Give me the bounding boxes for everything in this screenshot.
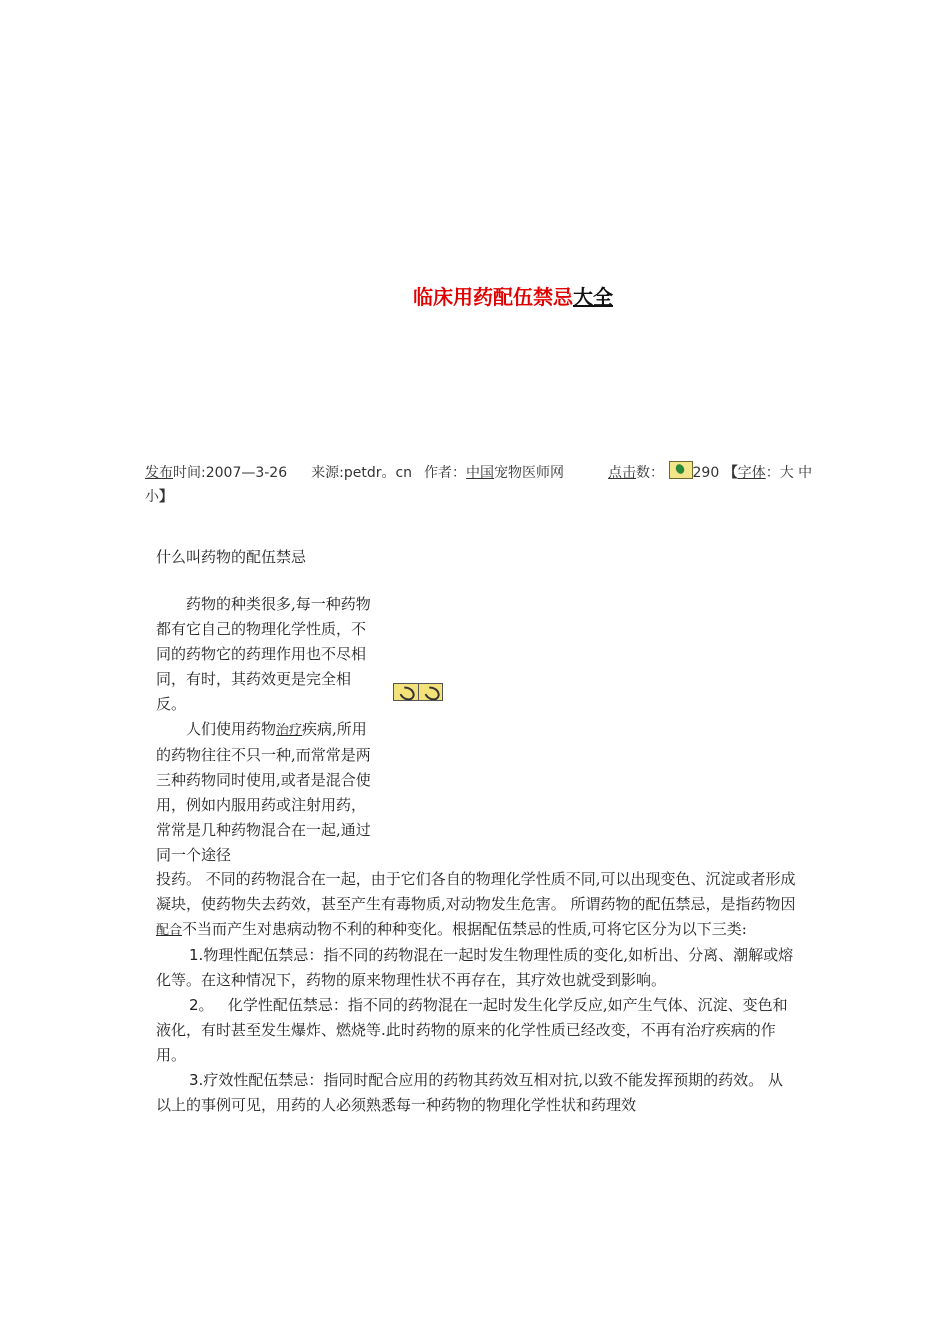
paragraph-1: 药物的种类很多,每一种药物都有它自己的物理化学性质，不同的药物它的药理作用也不尽相同，有时，其药效更是完全相反。 [156, 595, 371, 713]
font-size-link[interactable]: 字体 [737, 465, 766, 481]
publish-link[interactable]: 发布 [145, 465, 173, 481]
main-text [156, 867, 796, 1118]
section-question: 什么叫药物的配伍禁忌 [156, 548, 307, 566]
treatment-link[interactable]: 治疗 [276, 723, 303, 738]
source-label: 来源: [311, 465, 344, 481]
font-size-options[interactable]: 大 中 小 [145, 465, 813, 505]
item-2-number: 2。 [189, 996, 214, 1014]
author-rest: 宠物医师网 [494, 465, 565, 481]
item-3-text: 疗效性配伍禁忌：指同时配合应用的药物其药效互相对抗,以致不能发挥预期的药效。 从以上的事例可见，用药的人必须熟悉每一种药物的物理化学性状和药理效 [156, 1071, 783, 1114]
source-value: petdr。cn [343, 465, 413, 481]
title-tail-link[interactable]: 大全 [573, 285, 613, 309]
time-label: 时间: [173, 465, 206, 481]
article-meta [145, 461, 813, 509]
pill-icon [394, 684, 419, 700]
item-2 [156, 993, 796, 1068]
font-colon: ： [765, 465, 780, 481]
hit-counter-icon [669, 461, 693, 479]
publish-date: 2007—3-26 [205, 465, 288, 481]
item-1-number: 1. [189, 946, 204, 964]
item-3-number: 3. [189, 1071, 204, 1089]
clicks-value: 290 [692, 465, 720, 481]
pill-icon [419, 684, 443, 700]
clicks-label: 数： [636, 465, 665, 481]
para3-end: 不当而产生对患病动物不利的种种变化。根据配伍禁忌的性质,可将它区分为以下三类: [182, 920, 747, 938]
para3-start: 投药。 不同的药物混合在一起，由于它们各自的物理化学性质不同,可以出现变色、沉淀或者形成凝块，使药物失去药效，甚至产生有毒物质,对动物发生危害。 所谓药物的配伍禁忌，是指药物因 [156, 870, 796, 913]
para2-end: 疾病,所用的药物往往不只一种,而常常是两三种药物同时使用,或者是混合使用，例如内服用药或注射用药，常常是几种药物混合在一起,通过同一个途径 [156, 720, 371, 864]
paragraph-3 [156, 867, 796, 943]
author-label: 作者： [424, 465, 467, 481]
clicks-link[interactable]: 点击 [608, 465, 637, 481]
item-1 [156, 943, 796, 993]
title-main: 临床用药配伍禁忌 [413, 285, 573, 309]
item-1-text: 物理性配伍禁忌：指不同的药物混在一起时发生物理性质的变化,如析出、分离、潮解或熔化等。在这种情况下，药物的原来物理性状不再存在，其疗效也就受到影响。 [156, 946, 794, 989]
paragraph-2 [156, 717, 378, 868]
item-2-text: 化学性配伍禁忌：指不同的药物混在一起时发生化学反应,如产生气体、沉淀、变色和液化，有时甚至发生爆炸、燃烧等.此时药物的原来的化学性质已经改变，不再有治疗疾病的作用。 [156, 996, 788, 1064]
font-close: 】 [159, 489, 173, 505]
para2-start: 人们使用药物 [186, 720, 277, 738]
font-open: 【 [723, 465, 738, 481]
combination-link[interactable]: 配合 [156, 923, 183, 938]
page-title [0, 281, 950, 310]
item-3 [156, 1068, 796, 1118]
inline-image [393, 683, 443, 701]
intro-column [156, 592, 378, 868]
author-link[interactable]: 中国 [466, 465, 495, 481]
